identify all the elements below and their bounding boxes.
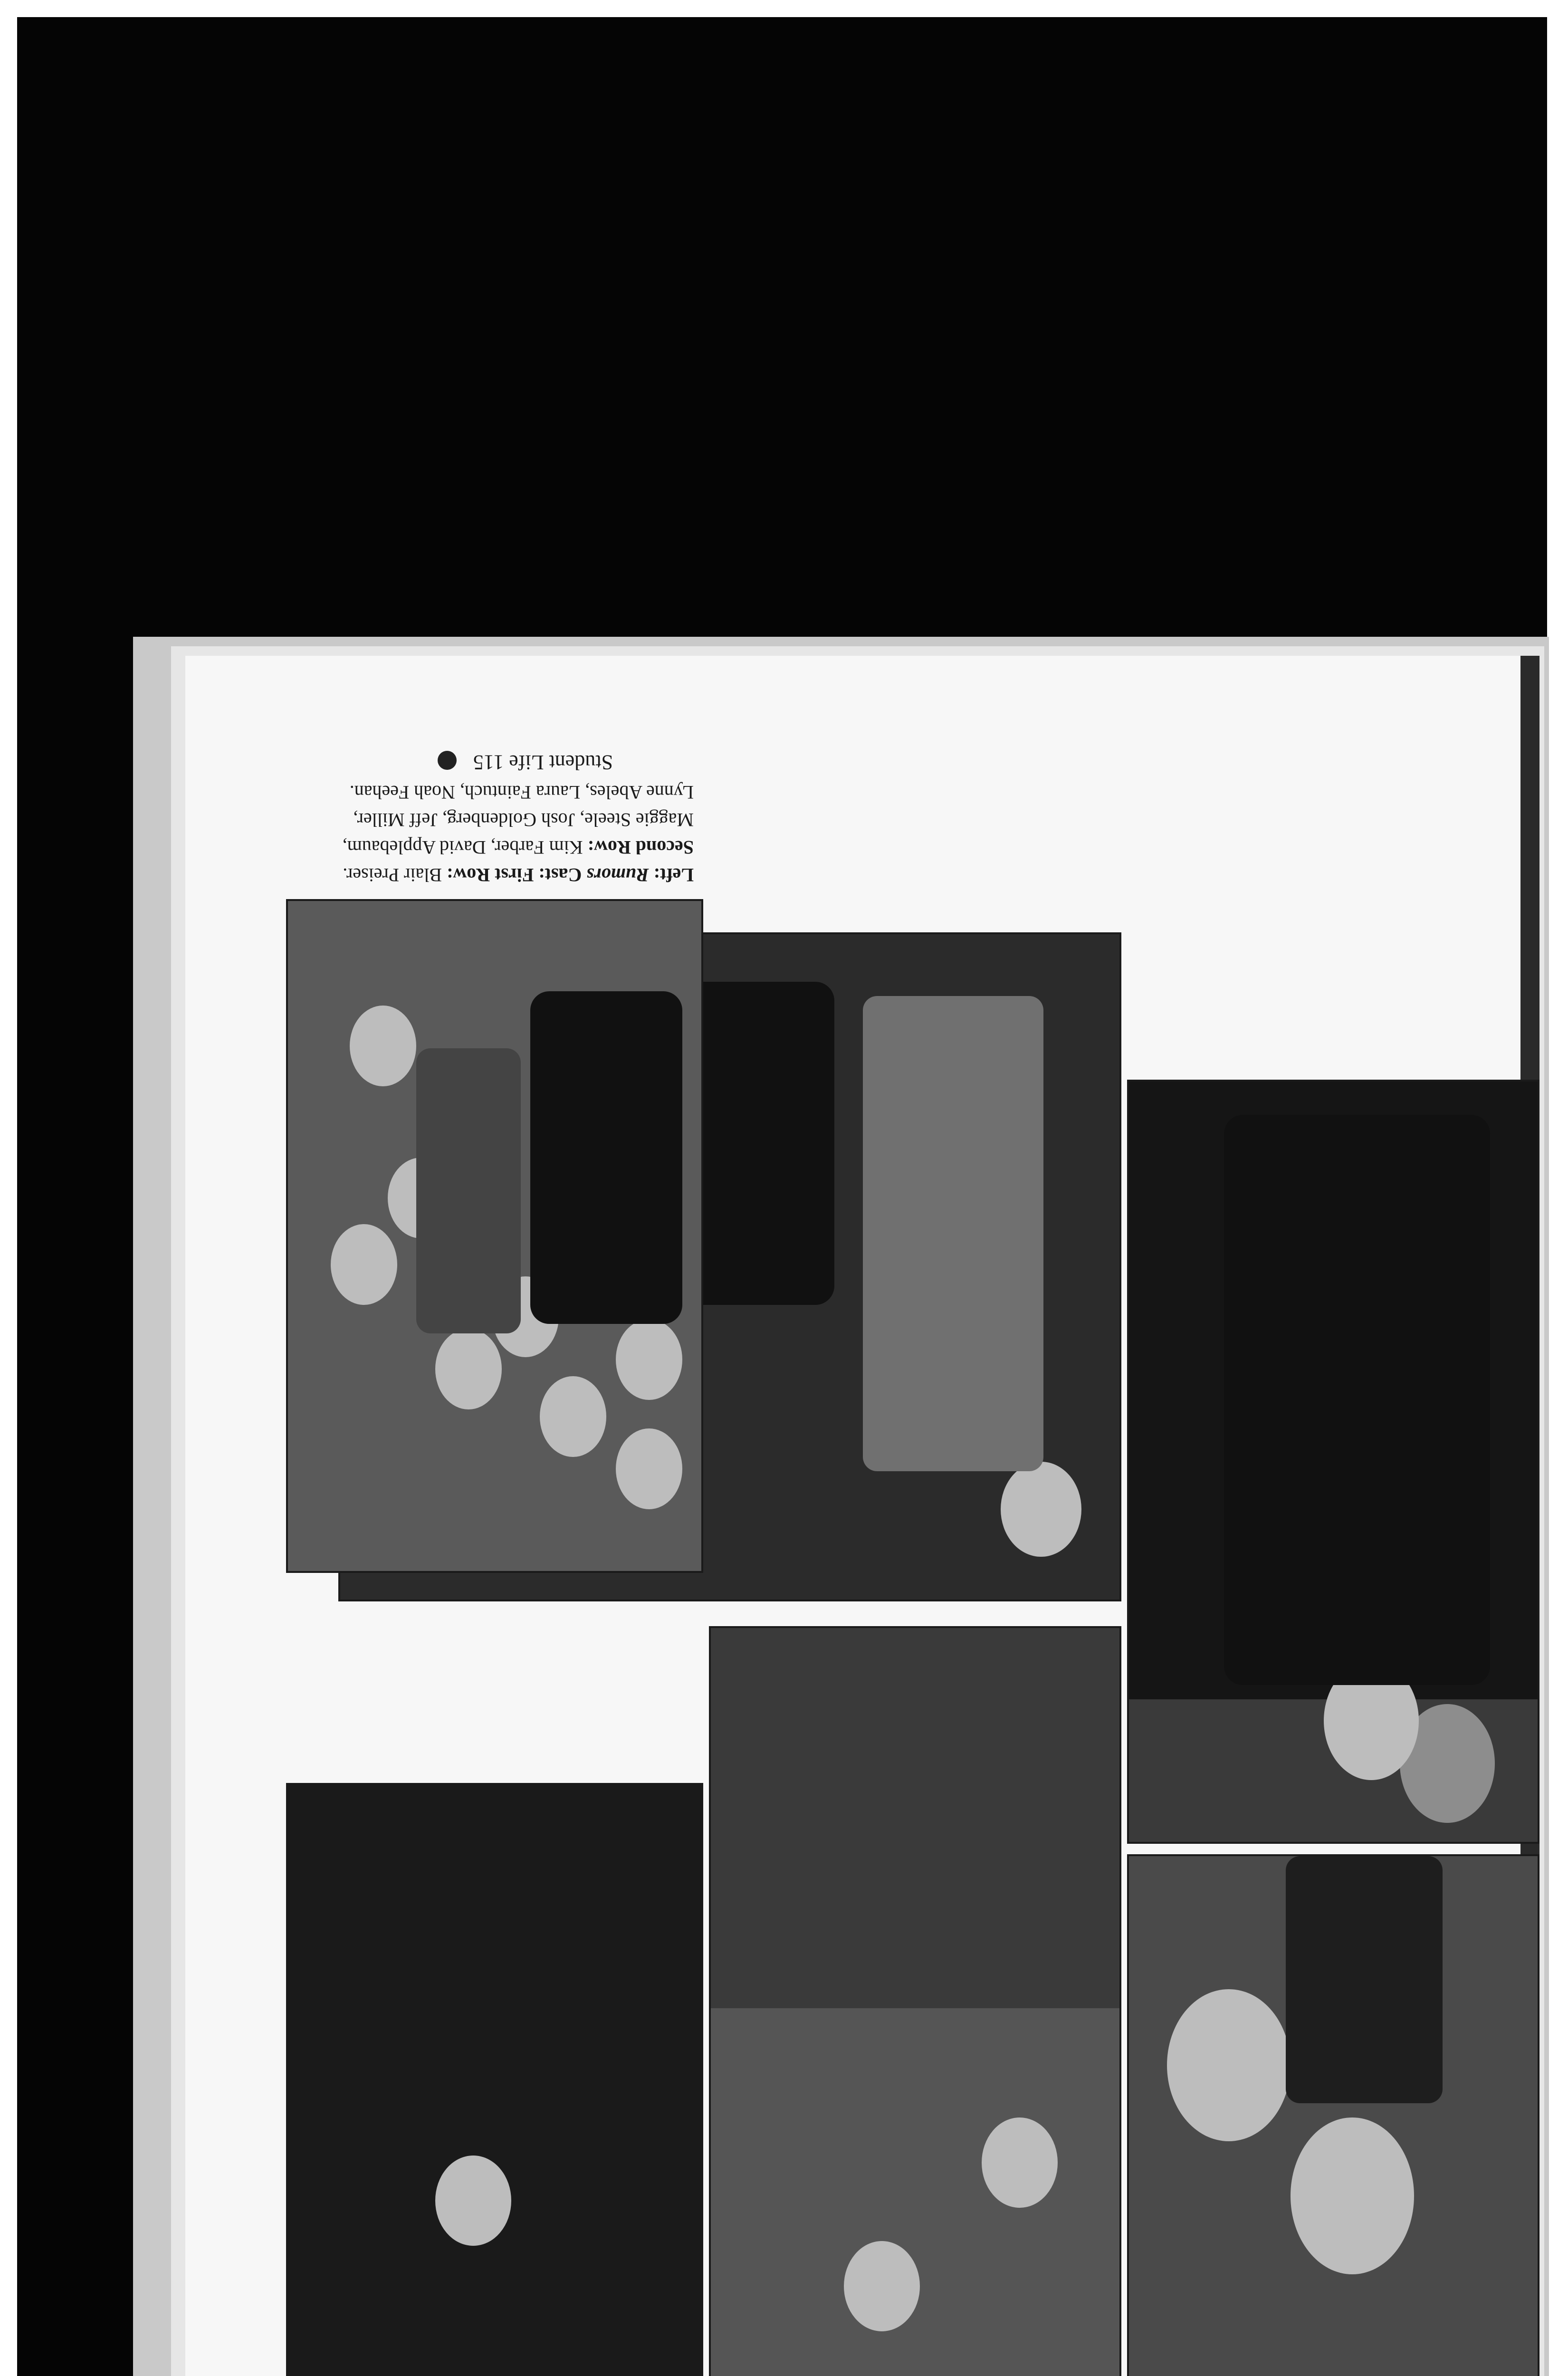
cast-member-face: [616, 1428, 682, 1509]
student-face: [1167, 1989, 1291, 2141]
student-face: [1291, 2117, 1414, 2274]
cast-member-face: [331, 1224, 397, 1305]
evening-dress: [1224, 1115, 1490, 1685]
cast-member-outfit: [416, 1048, 521, 1333]
photo-two-students: [1127, 1854, 1539, 2376]
cast-member-face: [616, 1319, 682, 1400]
cast-member-face: [350, 1006, 416, 1086]
caption-second-row-label: Second Row:: [587, 837, 694, 858]
caption-cast-label: Cast:: [538, 864, 582, 886]
photo-couple: [1127, 1080, 1539, 1844]
actor-face: [435, 2156, 511, 2246]
folio-dot-icon: [438, 751, 457, 770]
actor-face: [844, 2241, 920, 2331]
page-content-rotated: [185, 656, 1539, 2376]
page-number: 115: [473, 751, 504, 774]
page-folio: [309, 741, 613, 775]
student-shirt: [1286, 1856, 1443, 2103]
caption-second-row: Kim Farber, David Applebaum, Maggie Steele, Josh Goldenberg, Jeff Miller, Lynne Abeles, Laura Faintuch, Noah Feehan.: [342, 782, 694, 858]
caption-play-title: Rumors: [586, 864, 649, 886]
caption-lead: Left:: [653, 864, 694, 886]
photo-party-scene: [286, 1783, 703, 2376]
caption-first-row-label: First Row:: [447, 864, 534, 886]
cast-member-face: [540, 1376, 606, 1457]
photo-caption: [314, 778, 694, 889]
actor-face: [982, 2117, 1058, 2208]
cast-member-face: [435, 1329, 502, 1409]
photo-rumors-cast: [286, 899, 703, 1573]
actor-suit: [863, 996, 1043, 1471]
actor-face: [1001, 1462, 1081, 1557]
cast-member-outfit: [530, 991, 682, 1324]
photo-stage-scene: [709, 1626, 1121, 2376]
caption-first-row: Blair Preiser.: [343, 864, 442, 886]
section-name: Student Life: [509, 751, 613, 774]
